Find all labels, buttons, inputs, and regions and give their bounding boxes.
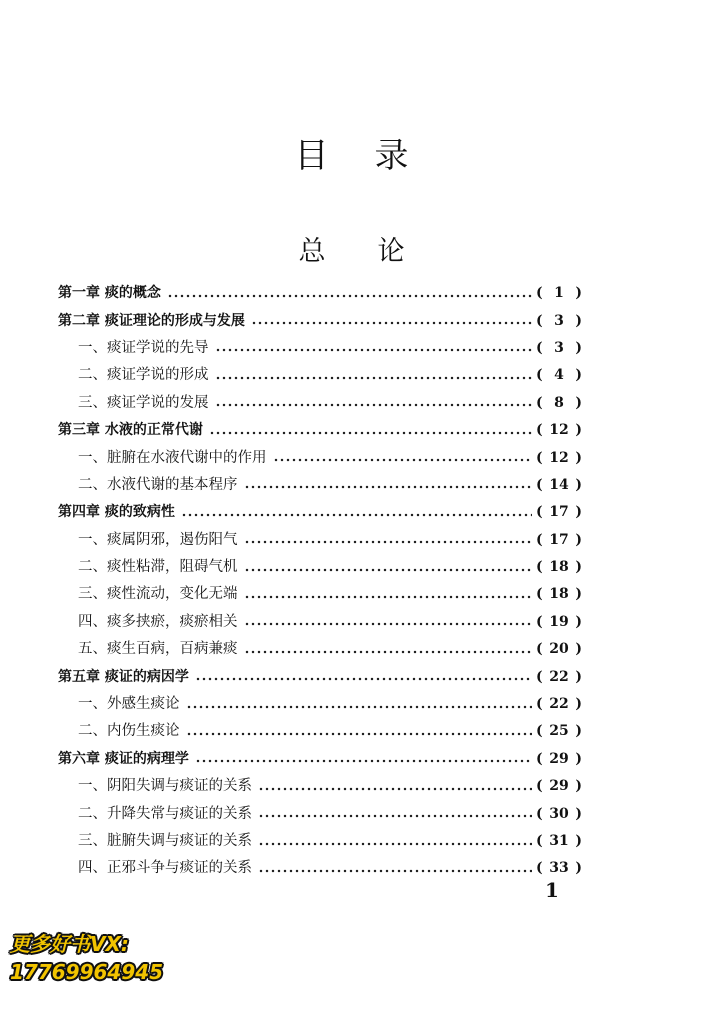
toc-entry-page <box>536 664 582 691</box>
toc-entry-label: 五、痰生百病，百病兼痰 <box>78 641 238 658</box>
page-number-value: 30 <box>549 805 569 822</box>
toc-section-entry <box>58 800 582 827</box>
page-close-paren: ) <box>575 339 582 356</box>
toc-entry-label: 第四章 痰的致病性 <box>58 504 175 521</box>
dot-leader <box>244 484 533 490</box>
toc-entry-label: 一、外感生痰论 <box>78 696 180 713</box>
toc-section-entry <box>58 554 582 581</box>
page-close-paren: ) <box>575 613 582 630</box>
page-close-paren: ) <box>575 531 582 548</box>
toc-section-entry <box>58 444 582 471</box>
toc-entry-label: 三、脏腑失调与痰证的关系 <box>78 833 252 849</box>
dot-leader <box>195 676 532 682</box>
page-close-paren: ) <box>575 860 582 877</box>
page-close-paren: ) <box>575 559 582 576</box>
page-open-paren: ( <box>536 422 543 439</box>
page-number-value: 4 <box>554 367 564 384</box>
toc-entry-label: 二、水液代谢的基本程序 <box>78 476 238 493</box>
page-close-paren: ) <box>575 367 582 384</box>
dot-leader <box>244 594 533 600</box>
toc-entry-page <box>536 308 582 335</box>
toc-entry-label: 二、升降失常与痰证的关系 <box>78 805 252 822</box>
page-close-paren: ) <box>575 833 582 849</box>
toc-entry-label: 三、痰性流动，变化无端 <box>78 586 238 603</box>
page-open-paren: ( <box>536 559 543 576</box>
dot-leader <box>186 731 533 737</box>
page-close-paren: ) <box>575 750 582 767</box>
toc-entry-page <box>536 390 582 417</box>
page-number-value: 31 <box>549 833 569 849</box>
toc-entry-page <box>536 746 582 773</box>
toc-section-entry <box>58 718 582 745</box>
dot-leader <box>244 649 533 655</box>
toc-section-entry <box>58 691 582 718</box>
page-close-paren: ) <box>575 778 582 795</box>
toc-entry-label: 第一章 痰的概念 <box>58 285 161 302</box>
page-number-value: 1 <box>554 285 564 302</box>
toc-entry-label: 第三章 水液的正常代谢 <box>58 422 203 439</box>
toc-section-entry <box>58 609 582 636</box>
toc-entry-page <box>536 718 582 745</box>
toc-entry-page <box>536 499 582 526</box>
page-title: 目录 <box>294 136 455 176</box>
toc-entry-page <box>536 472 582 499</box>
page-open-paren: ( <box>536 394 543 411</box>
toc-section-entry <box>58 581 582 608</box>
page-close-paren: ) <box>575 312 582 329</box>
page-open-paren: ( <box>536 860 543 877</box>
toc-entry-page <box>536 445 582 472</box>
toc-entry-page <box>536 828 582 855</box>
toc-entry-label: 二、痰证学说的形成 <box>78 367 209 384</box>
page-close-paren: ) <box>575 449 582 466</box>
page-close-paren: ) <box>575 394 582 411</box>
toc-chapter-entry <box>58 746 582 773</box>
page-open-paren: ( <box>536 504 543 521</box>
page-number-value: 19 <box>549 613 569 630</box>
toc-chapter-entry <box>58 417 582 444</box>
page-open-paren: ( <box>536 805 543 822</box>
toc-entry-page <box>536 417 582 444</box>
page-number-value: 18 <box>549 586 569 603</box>
page-number-value: 12 <box>549 449 569 466</box>
dot-leader <box>167 293 532 299</box>
toc-section-entry <box>58 773 582 800</box>
page-open-paren: ( <box>536 367 543 384</box>
page-number-value: 12 <box>549 422 569 439</box>
dot-leader <box>244 539 533 545</box>
page-number-value: 20 <box>549 641 569 658</box>
page-open-paren: ( <box>536 723 543 740</box>
page-number-value: 3 <box>554 312 564 329</box>
page-number-value: 3 <box>554 339 564 356</box>
watermark-line-1: 更多好书VX: <box>10 932 129 956</box>
page-number-value: 25 <box>549 723 569 740</box>
dot-leader <box>258 813 532 819</box>
toc-entry-label: 二、内伤生痰论 <box>78 723 180 740</box>
page-open-paren: ( <box>536 778 543 795</box>
page-number-value: 33 <box>549 860 569 877</box>
toc-entry-page <box>536 801 582 828</box>
toc-entry-page <box>536 527 582 554</box>
toc-entry-label: 一、痰证学说的先导 <box>78 339 209 356</box>
page-open-paren: ( <box>536 641 543 658</box>
toc-section-entry <box>58 855 582 882</box>
page-open-paren: ( <box>536 833 543 849</box>
page-open-paren: ( <box>536 339 543 356</box>
toc-entry-page <box>536 335 582 362</box>
dot-leader <box>273 457 533 463</box>
toc-entry-page <box>536 554 582 581</box>
page-number-value: 17 <box>549 531 569 548</box>
toc-chapter-entry <box>58 307 582 334</box>
toc-entry-label: 第二章 痰证理论的形成与发展 <box>58 312 245 329</box>
dot-leader <box>244 567 533 573</box>
page-number-value: 17 <box>549 504 569 521</box>
dot-leader <box>244 621 533 627</box>
toc-entry-label: 一、阴阳失调与痰证的关系 <box>78 778 252 795</box>
toc-entry-page <box>536 773 582 800</box>
page-close-paren: ) <box>575 285 582 302</box>
toc-entry-page <box>536 581 582 608</box>
dot-leader <box>181 512 532 518</box>
page-close-paren: ) <box>575 422 582 439</box>
page-close-paren: ) <box>575 504 582 521</box>
toc-section-entry <box>58 362 582 389</box>
page-open-paren: ( <box>536 476 543 493</box>
toc-entry-label: 第六章 痰证的病理学 <box>58 750 189 767</box>
toc-section-entry <box>58 335 582 362</box>
page-number-value: 18 <box>549 559 569 576</box>
dot-leader <box>215 402 533 408</box>
page-open-paren: ( <box>536 285 543 302</box>
toc-entry-page <box>536 609 582 636</box>
page-open-paren: ( <box>536 449 543 466</box>
toc-entry-page <box>536 855 582 882</box>
dot-leader <box>195 758 532 764</box>
page-close-paren: ) <box>575 641 582 658</box>
page-open-paren: ( <box>536 531 543 548</box>
toc-chapter-entry <box>58 280 582 307</box>
toc-entry-label: 四、痰多挟瘀，痰瘀相关 <box>78 613 238 630</box>
toc-section-entry <box>58 636 582 663</box>
toc-chapter-entry <box>58 499 582 526</box>
toc-entry-page <box>536 362 582 389</box>
page-open-paren: ( <box>536 312 543 329</box>
dot-leader <box>186 704 533 710</box>
toc-entry-page <box>536 691 582 718</box>
page-open-paren: ( <box>536 668 543 685</box>
dot-leader <box>215 347 533 353</box>
page-number-value: 8 <box>554 394 564 411</box>
page-number-value: 29 <box>549 750 569 767</box>
toc-entry-label: 三、痰证学说的发展 <box>78 394 209 411</box>
toc-entry-label: 二、痰性粘滞，阻碍气机 <box>78 559 238 576</box>
page-open-paren: ( <box>536 586 543 603</box>
toc-entry-page <box>536 280 582 307</box>
toc-section-entry <box>58 390 582 417</box>
toc-entry-label: 四、正邪斗争与痰证的关系 <box>78 860 252 877</box>
dot-leader <box>258 841 532 847</box>
page-number-value: 29 <box>549 778 569 795</box>
page-close-paren: ) <box>575 696 582 713</box>
page-close-paren: ) <box>575 586 582 603</box>
page-open-paren: ( <box>536 696 543 713</box>
page-number: 1 <box>545 878 559 902</box>
toc-entry-label: 第五章 痰证的病因学 <box>58 668 189 685</box>
page-number-value: 14 <box>549 476 569 493</box>
section-title: 总论 <box>298 236 457 267</box>
dot-leader <box>258 786 532 792</box>
toc-section-entry <box>58 527 582 554</box>
toc-entry-label: 一、脏腑在水液代谢中的作用 <box>78 449 267 466</box>
toc-chapter-entry <box>58 663 582 690</box>
dot-leader <box>258 868 532 874</box>
page-close-paren: ) <box>575 668 582 685</box>
page-number-value: 22 <box>549 696 569 713</box>
dot-leader <box>215 375 533 381</box>
dot-leader <box>251 320 532 326</box>
page-open-paren: ( <box>536 750 543 767</box>
page-number-value: 22 <box>549 668 569 685</box>
page-close-paren: ) <box>575 723 582 740</box>
watermark <box>10 930 163 986</box>
toc-entry-page <box>536 636 582 663</box>
table-of-contents <box>58 280 582 883</box>
page-close-paren: ) <box>575 805 582 822</box>
toc-entry-label: 一、痰属阴邪，遏伤阳气 <box>78 531 238 548</box>
page-close-paren: ) <box>575 476 582 493</box>
page-open-paren: ( <box>536 613 543 630</box>
toc-section-entry <box>58 472 582 499</box>
toc-section-entry <box>58 828 582 855</box>
watermark-line-2: 17769964945 <box>10 960 164 984</box>
dot-leader <box>209 430 532 436</box>
